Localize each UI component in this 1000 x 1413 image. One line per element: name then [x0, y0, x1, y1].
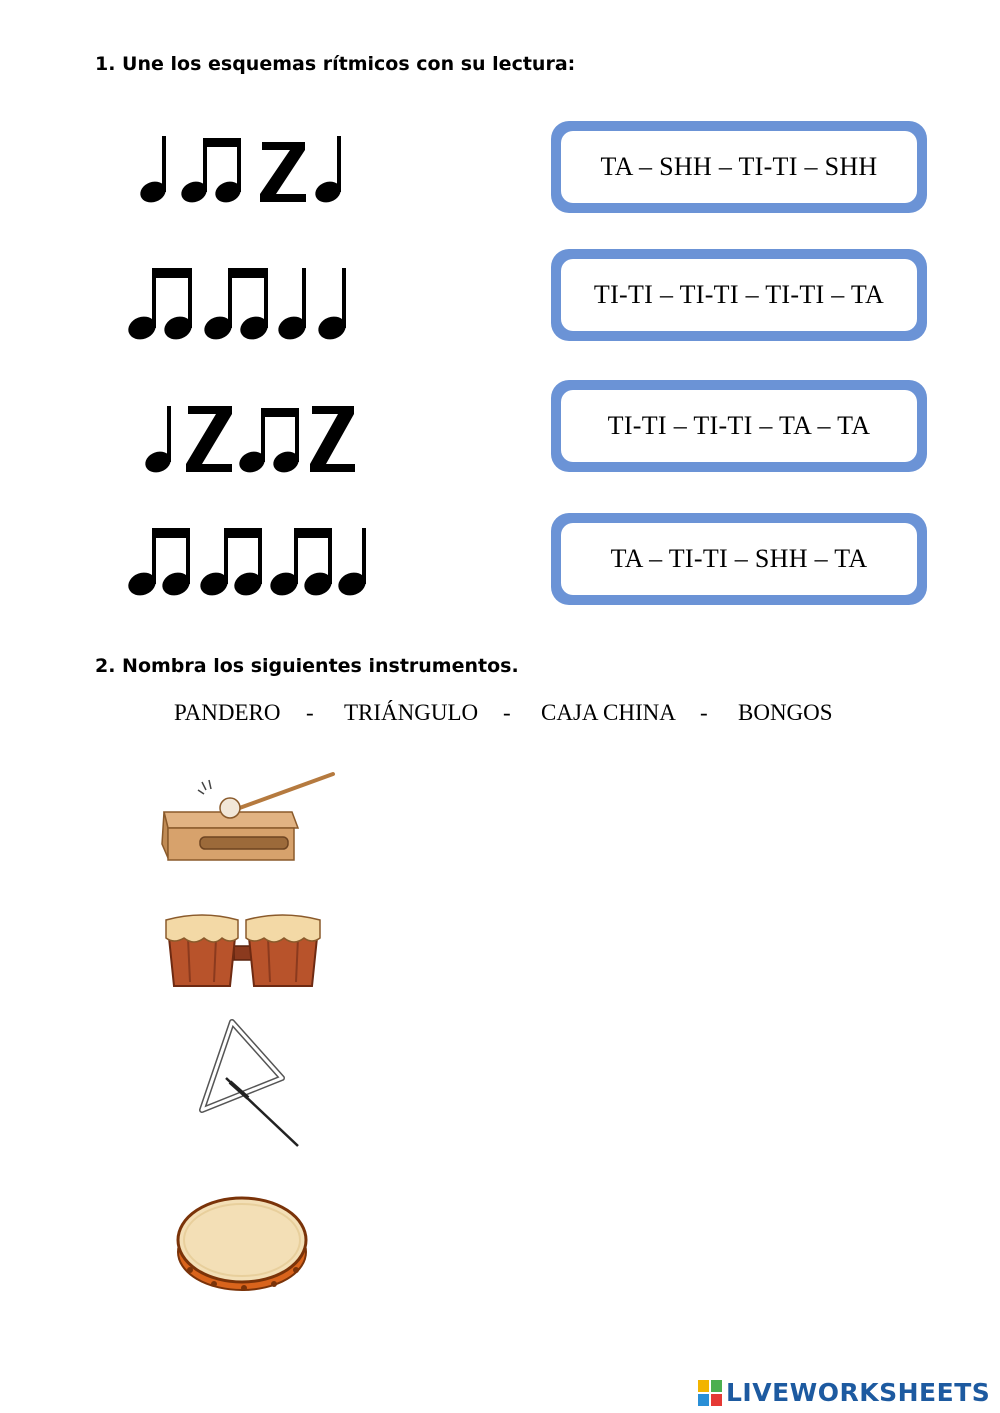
reading-label: TA – TI-TI – SHH – TA: [561, 523, 917, 595]
wood-block-image: [158, 768, 338, 864]
word-pandero: PANDERO: [174, 700, 281, 725]
brand-name: LIVEWORKSHEETS: [726, 1378, 991, 1407]
liveworksheets-brand: [698, 1378, 990, 1407]
reading-label: TA – SHH – TI-TI – SHH: [561, 131, 917, 203]
reading-box-4[interactable]: [551, 513, 927, 605]
word-separator: -: [306, 700, 314, 725]
reading-label: TI-TI – TI-TI – TA – TA: [561, 390, 917, 462]
rhythm-pattern-3: [138, 398, 360, 482]
liveworksheets-logo-icon: [698, 1380, 722, 1406]
reading-box-2[interactable]: [551, 249, 927, 341]
word-triangulo: TRIÁNGULO: [344, 700, 479, 725]
reading-box-3[interactable]: [551, 380, 927, 472]
word-bongos: BONGOS: [738, 700, 833, 725]
bongos-image: [160, 908, 326, 996]
rhythm-pattern-4: [124, 524, 374, 604]
reading-label: TI-TI – TI-TI – TI-TI – TA: [561, 259, 917, 331]
exercise-1-title: 1. Une los esquemas rítmicos con su lectura:: [95, 53, 576, 75]
word-separator: -: [700, 700, 708, 725]
word-separator: -: [503, 700, 511, 725]
rhythm-pattern-2: [124, 262, 360, 346]
exercise-2-title: 2. Nombra los siguientes instrumentos.: [95, 655, 519, 677]
triangle-image: [190, 1012, 310, 1154]
reading-box-1[interactable]: [551, 121, 927, 213]
rhythm-pattern-1: [130, 128, 360, 212]
tambourine-image: [172, 1188, 314, 1298]
word-caja-china: CAJA CHINA: [541, 700, 676, 725]
